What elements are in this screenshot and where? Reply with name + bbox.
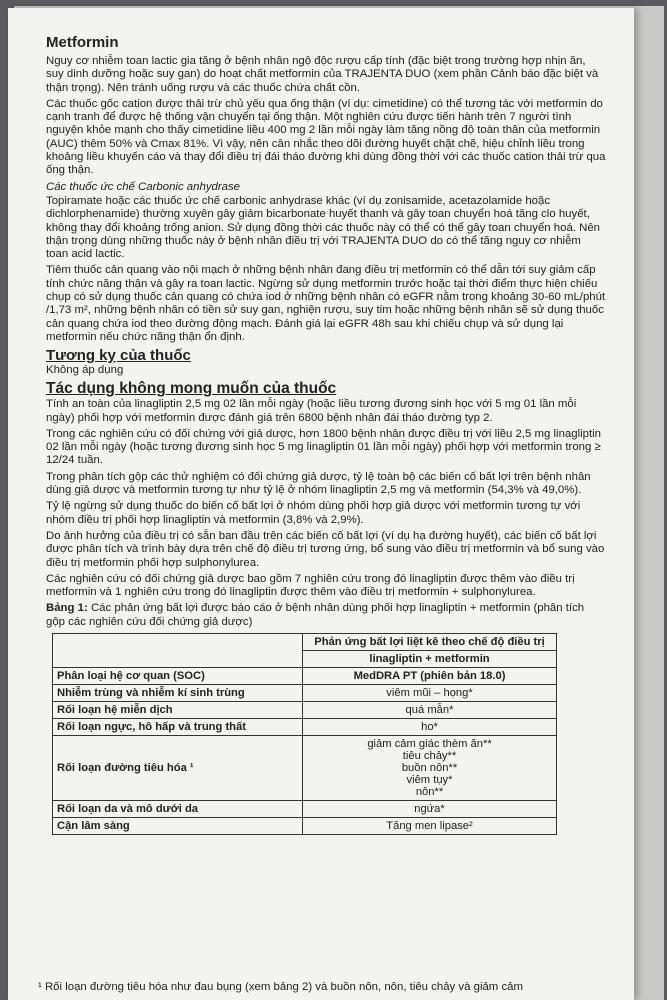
leaflet-page bbox=[8, 8, 634, 1000]
header-regimen: linagliptin + metformin bbox=[303, 650, 557, 667]
table-row bbox=[53, 684, 557, 701]
table-column-header-row bbox=[53, 667, 557, 684]
paragraph-cationic: Các thuốc gốc cation được thải trừ chủ yếu qua ống thận (ví dụ: cimetidine) có thể tương tác với metformin do cạnh tranh để được hệ thống vận chuyển tại ống thận. Một nghiên cứu được tiến hành trên 7 người tình nguyện khỏe mạnh cho thấy cimetidine liều 400 mg 2 lần mỗi ngày làm tăng nồng độ toàn thân của metformin (AUC) thêm 50% và Cmax 81%. Vì vậy, nên cân nhắc theo dõi đường huyết chặt chẽ, hiệu chỉnh liều trong khoảng liều khuyến cáo và thay đổi điều trị đái tháo đường khi dùng đồng thời với các thuốc cation thải trừ qua ống thận. bbox=[46, 97, 606, 177]
paragraph-studies: Các nghiên cứu có đối chứng giả dược bao gồm 7 nghiên cứu trong đó linagliptin được thêm vào điều trị metformin và 1 nghiên cứu trong đó linagliptin được thêm vào điều trị metformin + sulphonylurea. bbox=[46, 572, 575, 599]
pt-item: giảm cảm giác thèm ăn** bbox=[367, 737, 492, 750]
table-caption-text: Các phản ứng bất lợi được báo cáo ở bệnh nhân dùng phối hợp linagliptin + metformin (phân tích gộp các nghiên cứu đối chứng giả dược) bbox=[46, 602, 585, 628]
soc-cell: Rối loạn da và mô dưới da bbox=[53, 800, 303, 817]
soc-cell: Nhiễm trùng và nhiễm kí sinh trùng bbox=[53, 684, 303, 701]
heading-incompatibility: Tương kỵ của thuốc bbox=[46, 347, 191, 365]
pt-item: viêm tụy* bbox=[406, 773, 453, 786]
paragraph-safety: Tính an toàn của linagliptin 2,5 mg 02 lần mỗi ngày (hoặc liều tương đương sinh học với 5 mg 01 lần mỗi ngày) phối hợp với metformin được đánh giá trên 6800 bệnh nhân đái tháo đường typ 2. bbox=[46, 398, 577, 424]
soc-cell: Rối loạn đường tiêu hóa ¹ bbox=[53, 735, 303, 800]
paragraph-pooled: Trong phân tích gộp các thử nghiệm có đối chứng giả dược, tỷ lệ toàn bộ các biến cố bất lợi trên bệnh nhân dùng giả dược và metformin tương tự như tỷ lệ ở nhóm linagliptin 2,5 mg và metformin (54,3% và 49,0%). bbox=[46, 470, 591, 497]
incompatibility-text: Không áp dụng bbox=[46, 364, 124, 377]
paragraph-alcohol: Nguy cơ nhiễm toan lactic gia tăng ở bệnh nhân ngộ độc rượu cấp tính (đặc biệt trong trường hợp nhịn ăn, suy dinh dưỡng hoặc suy gan) do hoạt chất metformin của TRAJENTA DUO (xem phần Cảnh báo đặc biệt và thận trọng). Nên tránh uống rượu và các thuốc chứa chất cồn. bbox=[46, 55, 599, 94]
table-row bbox=[53, 701, 557, 718]
pt-item: nôn** bbox=[415, 785, 444, 798]
column-soc: Phân loại hệ cơ quan (SOC) bbox=[53, 667, 303, 684]
paragraph-background-therapy: Do ảnh hưởng của điều trị có sẵn ban đầu trên các biến cố bất lợi (ví dụ hạ đường huyết), các biến cố bất lợi được phân tích và trình bày dựa trên chế độ điều trị tương ứng, bổ sung vào điều trị metformin và bổ sung vào điều trị metformin phối hợp sulphonylurea. bbox=[46, 529, 605, 569]
table-header-row bbox=[53, 633, 557, 650]
section-title-metformin: Metformin bbox=[46, 34, 119, 51]
pt-cell: Tăng men lipase² bbox=[303, 817, 557, 834]
soc-cell: Cận lâm sàng bbox=[53, 817, 303, 834]
pt-cell: quá mẫn* bbox=[303, 701, 557, 718]
table-label: Bảng 1: bbox=[46, 602, 88, 615]
footnote: ¹ Rối loạn đường tiêu hóa như đau bụng (xem bảng 2) và buồn nôn, nôn, tiêu chảy và giảm cảm bbox=[38, 981, 523, 993]
pt-cell: ho* bbox=[303, 718, 557, 735]
pt-cell: viêm mũi – họng* bbox=[303, 684, 557, 701]
soc-cell: Rối loạn hệ miễn dịch bbox=[53, 701, 303, 718]
heading-adverse-effects: Tác dụng không mong muốn của thuốc bbox=[46, 380, 337, 398]
table-header-empty bbox=[53, 633, 303, 667]
table-row bbox=[53, 800, 557, 817]
pt-item: tiêu chảy** bbox=[402, 749, 457, 762]
header-adverse-by-regimen: Phản ứng bất lợi liệt kê theo chế độ điều trị bbox=[303, 633, 557, 650]
pt-cell: ngứa* bbox=[303, 800, 557, 817]
column-meddra: MedDRA PT (phiên bản 18.0) bbox=[303, 667, 557, 684]
paragraph-contrast: Tiêm thuốc cản quang vào nội mạch ở những bệnh nhân đang điều trị metformin có thể dẫn tới suy giảm cấp tính chức năng thận và gây ra toan lactic. Ngừng sử dụng metformin trước hoặc tại thời điểm thực hiện chiếu chụp có sử dụng thuốc cản quang có chứa iod ở những bệnh nhân có eGFR nằm trong khoảng 30-60 mL/phút /1,73 m², những bệnh nhân có tiền sử suy gan, nghiện rượu, suy tim hoặc những bệnh nhân sẽ sử dụng thuốc cản quang chứa iod theo đường động mạch. Đánh giá lại eGFR 48h sau khi chiếu chụp và sử dụng lại metformin nếu chức năng thận ổn định. bbox=[46, 264, 606, 343]
soc-cell: Rối loạn ngực, hô hấp và trung thất bbox=[53, 718, 303, 735]
subheading-carbonic: Các thuốc ức chế Carbonic anhydrase bbox=[46, 180, 241, 193]
pt-list-cell bbox=[303, 735, 557, 800]
table-row bbox=[53, 817, 557, 834]
table-row bbox=[53, 735, 557, 800]
paragraph-trials: Trong các nghiên cứu có đối chứng với giả dược, hơn 1800 bệnh nhân được điều trị với liều 2,5 mg linagliptin 02 lần mỗi ngày (hoặc tương đương sinh học 5 mg linagliptin 01 lần mỗi ngày) phối hợp với metformin trong ≥ 12/24 tuần. bbox=[46, 427, 602, 467]
leaflet-content bbox=[46, 34, 606, 835]
paragraph-topiramate: Topiramate hoặc các thuốc ức chế carbonic anhydrase khác (ví dụ zonisamide, acetazolamide hoặc dichlorphenamide) thường xuyên gây giảm bicarbonate huyết thanh và gây toan chuyển hoá tăng clo huyết, không thay đổi khoảng trống anion. Sử dụng đồng thời các thuốc này có thể có thể gây toan chuyển hoá. Nên thận trọng dùng những thuốc này ở bệnh nhân điều trị với TRAJENTA DUO do có thể tăng nguy cơ nhiễm toan acid lactic. bbox=[46, 194, 601, 261]
pt-item: buồn nôn** bbox=[401, 761, 458, 774]
table-caption bbox=[46, 602, 606, 629]
adverse-reactions-table bbox=[52, 633, 557, 835]
table-row bbox=[53, 718, 557, 735]
paragraph-discontinuation: Tỷ lệ ngừng sử dụng thuốc do biến cố bất lợi ở nhóm dùng phối hợp giả dược với metformin tương tự với nhóm điều trị phối hợp linagliptin và metformin (3,8% và 2,9%). bbox=[46, 500, 581, 526]
